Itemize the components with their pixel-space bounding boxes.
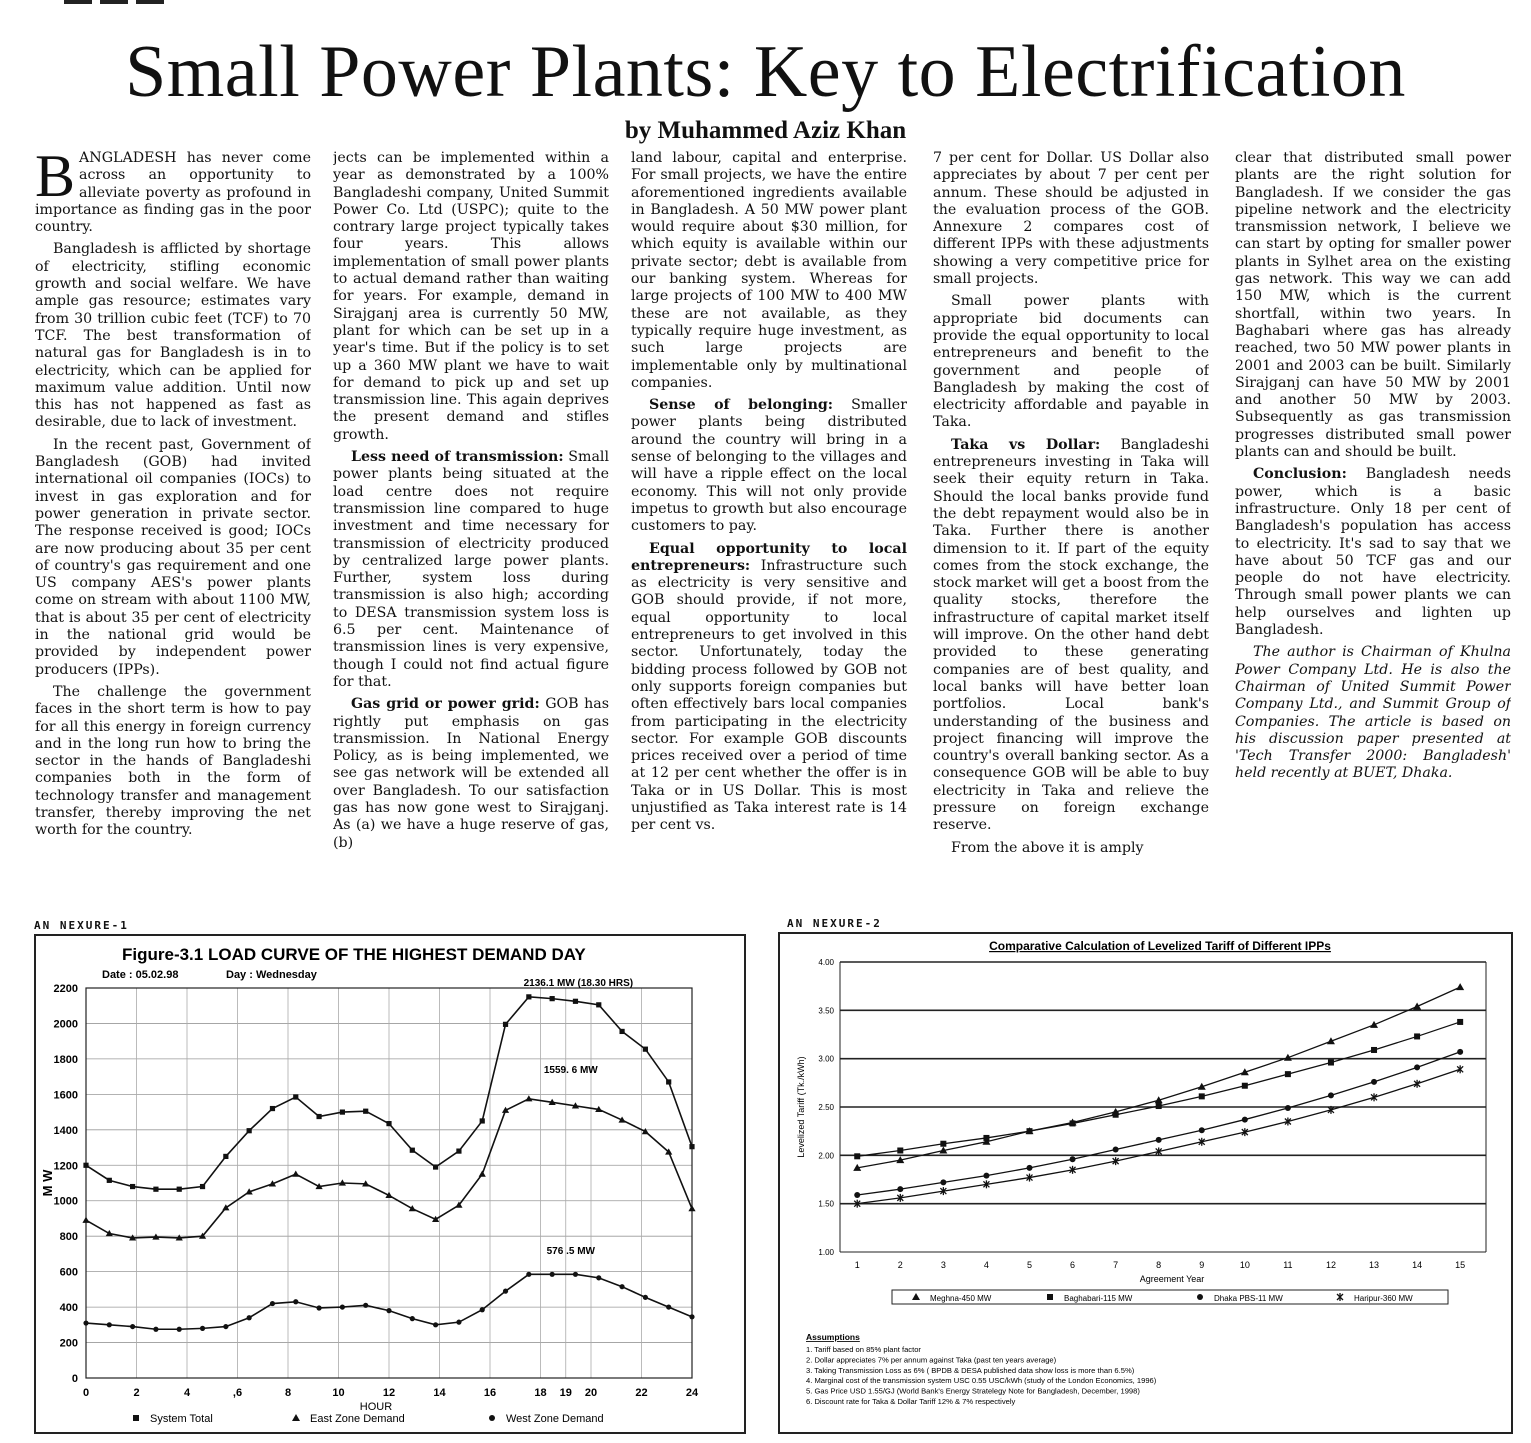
paragraph xyxy=(933,840,1209,857)
paragraph-text: Smaller power plants being distributed around the country will bring in a sense of belonging to the villages and will have a ripple effect on the local economy. This will not only provide impetus to growth but also encourage customers to pay. xyxy=(631,397,907,535)
x-tick-label: 4 xyxy=(983,1260,989,1270)
assumption-item: 6. Discount rate for Taka & Dollar Tariff 12% & 7% respectively xyxy=(806,1397,1016,1406)
data-point xyxy=(503,1289,508,1294)
data-point xyxy=(1328,1092,1334,1098)
x-tick-label: 10 xyxy=(1239,1260,1250,1270)
subheading: Taka vs Dollar: xyxy=(951,436,1101,453)
paragraph xyxy=(631,397,907,535)
data-point xyxy=(940,1141,946,1147)
data-point xyxy=(1113,1147,1119,1153)
paragraph xyxy=(333,449,609,691)
paragraph xyxy=(35,241,311,431)
legend-label: West Zone Demand xyxy=(506,1413,604,1425)
paragraph xyxy=(333,696,609,852)
data-point xyxy=(363,1303,368,1308)
y-tick-label: 3.00 xyxy=(818,1054,834,1064)
data-point xyxy=(247,1315,252,1320)
paragraph-text: jects can be implemented within a year as demonstrated by a 100% Bangladeshi company, United Summit Power Co. Ltd (USPC); quite to the contrary large project typically takes four years. This allows implementation of small power plants to actual demand rather than waiting for years. For example, demand in Sirajganj area is currently 50 MW, plant for which can be set up in a year's time. But if the policy is to set up a 360 MW plant we have to wait for demand to pick up and set up transmission line. This again deprives the present demand and stifles growth. xyxy=(333,150,609,443)
y-tick-label: 800 xyxy=(59,1231,78,1244)
y-tick-label: 4.00 xyxy=(818,958,834,967)
assumption-item: 1. Tariff based on 85% plant factor xyxy=(806,1345,921,1354)
data-point xyxy=(666,1079,671,1084)
data-point xyxy=(1070,1156,1076,1162)
article-column-4 xyxy=(933,150,1209,895)
y-tick-label: 1400 xyxy=(53,1124,78,1137)
data-point xyxy=(316,1305,321,1310)
legend-marker xyxy=(1047,1294,1053,1300)
data-point xyxy=(688,1205,695,1211)
x-tick-label: 1 xyxy=(854,1260,860,1270)
data-point xyxy=(525,1095,532,1101)
data-point xyxy=(1199,1127,1205,1133)
data-point xyxy=(1285,1105,1291,1111)
data-point xyxy=(107,1178,112,1183)
data-point xyxy=(1285,1071,1291,1077)
x-tick-label: 13 xyxy=(1369,1260,1380,1270)
paragraph xyxy=(35,150,311,236)
paragraph-text: From the above it is amply xyxy=(951,839,1144,856)
x-tick-label: 2 xyxy=(133,1387,140,1399)
legend-marker xyxy=(912,1293,920,1300)
data-point xyxy=(177,1327,182,1332)
legend-label: Dhaka PBS-11 MW xyxy=(1214,1294,1283,1303)
assumption-item: 5. Gas Price USD 1.55/GJ (World Bank's Energy Stratelegy Note for Bangladesh, December, 1998) xyxy=(806,1386,1140,1396)
data-point xyxy=(526,994,531,999)
x-tick-label: 22 xyxy=(635,1387,648,1399)
data-point xyxy=(1457,1065,1463,1073)
annexure-1-label: AN NEXURE-1 xyxy=(34,919,129,932)
data-point xyxy=(293,1299,298,1304)
y-tick-label: 2.50 xyxy=(818,1103,834,1112)
data-point xyxy=(526,1272,531,1277)
data-point xyxy=(340,1304,345,1309)
data-point xyxy=(854,1153,860,1159)
legend-marker xyxy=(489,1415,495,1421)
top-rule-mark xyxy=(136,0,164,4)
data-point xyxy=(177,1187,182,1192)
data-point xyxy=(456,1148,461,1153)
legend-label: Baghabari-115 MW xyxy=(1064,1294,1133,1303)
data-point xyxy=(1070,1120,1076,1126)
data-point xyxy=(82,1217,89,1223)
x-axis-label: HOUR xyxy=(359,1401,393,1413)
data-point xyxy=(503,1022,508,1027)
legend-label: Haripur-360 MW xyxy=(1354,1294,1413,1303)
data-point xyxy=(200,1326,205,1331)
x-tick-label: 7 xyxy=(1113,1260,1119,1270)
legend-marker xyxy=(1337,1293,1343,1301)
x-tick-label: 15 xyxy=(1455,1260,1466,1270)
data-point xyxy=(573,999,578,1004)
chart-title: Figure-3.1 LOAD CURVE OF THE HIGHEST DEMAND DAY xyxy=(122,945,586,964)
y-tick-label: 1800 xyxy=(53,1053,78,1066)
paragraph-text: clear that distributed small power plants are the right solution for Bangladesh. If we consider the gas pipeline network and the electricity transmission network, I believe we can start by opting for smaller power plants in Sylhet area on the existing gas network. This way we can add 150 MW, which is the current shortfall, within two years. In Baghabari where gas has already reached, two 50 MW power plants in 2001 and 2003 can be built. Similarly Sirajganj can have 50 MW by 2001 and another 50 MW by 2003. Subsequently as gas transmission progresses distributed small power plants can and should be built. xyxy=(1235,150,1511,461)
data-point xyxy=(410,1316,415,1321)
data-point xyxy=(1328,1060,1334,1066)
data-point xyxy=(340,1109,345,1114)
data-point xyxy=(106,1230,113,1236)
paragraph xyxy=(631,541,907,835)
data-point xyxy=(1242,1083,1248,1089)
subheading: Sense of belonging: xyxy=(649,397,834,414)
y-tick-label: 200 xyxy=(59,1337,78,1350)
x-tick-label: 18 xyxy=(534,1387,547,1399)
data-point xyxy=(292,1171,299,1177)
paragraph-text: GOB has rightly put emphasis on gas transmission. In National Energy Policy, as is being implemented, we see gas network will be extended all over Bangladesh. To our satisfaction gas has now gone west to Sirajganj. As (a) we have a huge reserve of gas, (b) xyxy=(333,696,609,851)
data-point xyxy=(456,1320,461,1325)
data-point xyxy=(480,1307,485,1312)
data-point xyxy=(83,1320,88,1325)
y-tick-label: 2000 xyxy=(53,1018,78,1031)
subheading: Less need of transmission: xyxy=(351,449,564,466)
assumption-item: 3. Taking Transmission Loss as 6% ( BPDB & DESA published data show loss is more than 6.5%) xyxy=(806,1365,1135,1375)
assumption-item: 2. Dollar appreciates 7% per annum against Taka (past ten years average) xyxy=(806,1355,1057,1365)
data-point xyxy=(1413,1002,1421,1009)
paragraph xyxy=(333,150,609,444)
x-tick-label: 8 xyxy=(284,1387,292,1399)
legend-marker xyxy=(1197,1294,1203,1300)
x-tick-label: 3 xyxy=(940,1260,946,1270)
assumption-item: 4. Marginal cost of the transmission system USC 0.55 USC/kWh (study of the London Economics, 1996) xyxy=(806,1376,1157,1386)
data-point xyxy=(433,1322,438,1327)
chart-title: Comparative Calculation of Levelized Tariff of Different IPPs xyxy=(989,939,1331,953)
x-tick-label: 4 xyxy=(183,1387,191,1399)
annexure-2-label: AN NEXURE-2 xyxy=(787,917,882,930)
data-point xyxy=(573,1272,578,1277)
data-point xyxy=(689,1314,694,1319)
data-point xyxy=(153,1187,158,1192)
levelized-tariff-figure xyxy=(778,932,1513,1434)
x-tick-label: 8 xyxy=(1156,1260,1162,1270)
data-point xyxy=(940,1179,946,1185)
levelized-tariff-chart xyxy=(780,934,1511,1432)
data-point xyxy=(1242,1117,1248,1123)
data-point xyxy=(1113,1112,1119,1118)
x-tick-label: 16 xyxy=(483,1387,497,1399)
data-point xyxy=(433,1164,438,1169)
x-tick-label: 20 xyxy=(584,1387,598,1399)
data-point xyxy=(1414,1064,1420,1070)
data-point xyxy=(1456,983,1464,990)
data-point xyxy=(1156,1103,1162,1109)
subheading: Equal opportunity to local entrepreneurs: xyxy=(631,540,907,574)
paragraph xyxy=(933,293,1209,431)
byline: by Muhammed Aziz Khan xyxy=(624,117,907,144)
y-tick-label: 1.50 xyxy=(818,1199,834,1209)
data-point xyxy=(983,1173,989,1179)
paragraph-text: 7 per cent for Dollar. US Dollar also appreciates by about 7 per cent per annum. These should be adjusted in the evaluation process of the GOB. Annexure 2 compares cost of different IPPs with these adjustments showing a very competitive price for small projects. xyxy=(933,150,1209,288)
data-point xyxy=(386,1121,391,1126)
x-tick-label: ,6 xyxy=(232,1387,243,1399)
legend-label: System Total xyxy=(150,1413,213,1425)
x-tick-label: 14 xyxy=(433,1387,446,1399)
data-point xyxy=(619,1029,624,1034)
paragraph xyxy=(933,437,1209,835)
data-point xyxy=(153,1327,158,1332)
data-point xyxy=(550,1272,555,1277)
data-point xyxy=(550,996,555,1001)
data-point xyxy=(596,1002,601,1007)
drop-cap: B xyxy=(35,150,76,209)
data-point xyxy=(223,1154,228,1159)
x-tick-label: 6 xyxy=(1070,1260,1076,1270)
legend-label: Meghna-450 MW xyxy=(930,1294,992,1303)
data-point xyxy=(1371,1047,1377,1053)
data-point xyxy=(643,1047,648,1052)
data-point xyxy=(316,1114,321,1119)
chart-day: Day : Wednesday xyxy=(226,969,317,981)
y-tick-label: 1600 xyxy=(53,1089,78,1102)
x-tick-label: 19 xyxy=(559,1387,572,1399)
chart-annotation: 1559. 6 MW xyxy=(543,1065,598,1077)
y-tick-label: 400 xyxy=(59,1302,78,1315)
subheading: Conclusion: xyxy=(1253,466,1347,483)
paragraph-text: The author is Chairman of Khulna Power Company Ltd. He is also the Chairman of United Summit Power Company Ltd., and Summit Group of Companies. The article is based on his discussion paper presented at 'Tech Transfer 2000: Bangladesh' held recently at BUET, Dhaka. xyxy=(1235,644,1511,782)
chart-date: Date : 05.02.98 xyxy=(102,969,179,981)
assumptions-title: Assumptions xyxy=(806,1332,860,1342)
paragraph xyxy=(35,437,311,679)
legend-label: East Zone Demand xyxy=(310,1413,405,1425)
paragraph xyxy=(1235,150,1511,461)
x-tick-label: 24 xyxy=(685,1387,699,1399)
data-point xyxy=(1414,1033,1420,1039)
top-rule xyxy=(0,0,1531,4)
data-point xyxy=(247,1128,252,1133)
legend-marker xyxy=(133,1415,139,1421)
x-tick-label: 0 xyxy=(82,1387,90,1399)
data-point xyxy=(1371,1079,1377,1085)
x-tick-label: 2 xyxy=(897,1260,903,1270)
data-point xyxy=(1156,1137,1162,1143)
paragraph-text: land labour, capital and enterprise. For small projects, we have the entire aforementioned ingredients available in Bangladesh. A 50 MW power plant would require about $30 million, for which equity is available within our private sector; debt is available from our banking system. Whereas for large projects of 100 MW to 400 MW these are not available, as they typically require huge investment, as such large projects are implementable only by multinational companies. xyxy=(631,150,907,391)
data-point xyxy=(1457,1019,1463,1025)
y-tick-label: 3.50 xyxy=(818,1006,834,1016)
paragraph xyxy=(1235,644,1511,782)
data-point xyxy=(386,1308,391,1313)
load-curve-figure xyxy=(34,934,746,1434)
x-tick-label: 5 xyxy=(1026,1260,1033,1270)
data-point xyxy=(223,1324,228,1329)
data-point xyxy=(480,1118,485,1123)
data-point xyxy=(479,1171,486,1177)
paragraph-text: Small power plants being situated at the load centre does not require transmission line compared to huge investment and time necessary for transmission of electricity produced by centralized large power plants. Further, system loss during transmission is also high; according to DESA transmission system loss is 6.5 per cent. Maintenance of transmission lines is very expensive, though I could not find actual figure for that. xyxy=(333,449,609,690)
top-rule-mark xyxy=(100,0,128,4)
x-axis-label: Agreement Year xyxy=(1139,1274,1205,1284)
chart-annotation: 2136.1 MW (18.30 HRS) xyxy=(523,978,634,990)
data-point xyxy=(854,1192,860,1198)
data-point xyxy=(363,1109,368,1114)
data-point xyxy=(107,1322,112,1327)
y-axis-label: M W xyxy=(40,1169,55,1197)
article-column-1 xyxy=(35,150,311,895)
paragraph-text: The challenge the government faces in the short term is how to pay for all this energy in foreign currency and in the long run how to bring the sector in the hands of Bangladeshi companies both in the form of technology transfer and management transfer, thereby improving the net worth for the country. xyxy=(35,683,311,839)
y-tick-label: 600 xyxy=(59,1266,78,1279)
data-point xyxy=(410,1148,415,1153)
y-tick-label: 1000 xyxy=(53,1195,78,1208)
legend-marker xyxy=(292,1414,300,1421)
paragraph-text: Bangladeshi entrepreneurs investing in Taka will seek their equity return in Taka. Should the local banks provide fund the debt repayment would also be in Taka. Further there is another dimension to it. If part of the equity comes from the stock exchange, the stock market will get a boost from the quality stocks, therefore the infrastructure of capital market itself will improve. On the other hand debt provided to these generating companies are of best quality, and local banks will have better loan portfolios. Local bank's understanding of the business and project financing will improve the country's overall banking sector. As a consequence GOB will be able to buy electricity in Taka and relieve the pressure on foreign exchange reserve. xyxy=(933,436,1209,834)
article-body xyxy=(35,150,1515,895)
data-point xyxy=(1457,1049,1463,1055)
article-column-3 xyxy=(631,150,907,895)
data-point xyxy=(666,1304,671,1309)
data-point xyxy=(83,1163,88,1168)
paragraph-text: In the recent past, Government of Bangladesh (GOB) had invited international oil companies (IOCs) to invest in gas exploration and for power generation in private sector. The response received is good; IOCs are now producing about 35 per cent of country's gas requirement and one US company AES's power plants come on stream with about 1100 MW, that is about 35 per cent of electricity in the national grid would be provided by independent power producers (IPPs). xyxy=(35,436,311,678)
y-tick-label: 2200 xyxy=(53,983,78,995)
data-point xyxy=(897,1186,903,1192)
article-column-2 xyxy=(333,150,609,895)
x-tick-label: 14 xyxy=(1412,1260,1423,1270)
x-tick-label: 12 xyxy=(382,1387,396,1399)
data-point xyxy=(270,1106,275,1111)
data-point xyxy=(897,1148,903,1154)
load-curve-chart xyxy=(36,936,744,1432)
series-line xyxy=(857,1022,1460,1156)
data-point xyxy=(409,1205,416,1211)
top-rule-mark xyxy=(64,0,92,4)
x-tick-label: 10 xyxy=(332,1387,345,1399)
data-point xyxy=(619,1284,624,1289)
paragraph xyxy=(1235,466,1511,639)
data-point xyxy=(983,1135,989,1141)
series-line xyxy=(857,1069,1460,1203)
paragraph-text: Infrastructure such as electricity is very sensitive and GOB should provide, if not more, equal opportunity to local entrepreneurs to get involved in this sector. Unfortunately, today the bidding process followed by GOB not only supports foreign companies but often effectively bars local companies from participating in the electricity sector. For example GOB discounts prices received over a period of time at 12 per cent whether the offer is in Taka or in US Dollar. This is most unjustified as Taka interest rate is 14 per cent vs. xyxy=(631,557,907,834)
data-point xyxy=(293,1094,298,1099)
data-point xyxy=(130,1184,135,1189)
paragraph-text: Bangladesh needs power, which is a basic infrastructure. Only 18 per cent of Bangladesh's population has access to electricity. It's sad to say that we have about 50 TCF gas and our people do not have electricity. Through small power plants we can help ourselves and lighten up Bangladesh. xyxy=(1235,466,1511,639)
x-tick-label: 9 xyxy=(1199,1260,1205,1270)
data-point xyxy=(596,1275,601,1280)
x-tick-label: 11 xyxy=(1283,1260,1293,1270)
paragraph xyxy=(631,150,907,392)
data-point xyxy=(200,1184,205,1189)
paragraph-text: Small power plants with appropriate bid documents can provide the equal opportunity to local entrepreneurs and benefit to the government and people of Bangladesh by making the cost of electricity affordable and payable in Taka. xyxy=(933,293,1209,431)
article-column-5 xyxy=(1235,150,1511,895)
paragraph xyxy=(35,684,311,840)
paragraph-text: ANGLADESH has never come across an opportunity to alleviate poverty as profound in importance as finding gas in the poor country. xyxy=(35,150,311,236)
y-tick-label: 0 xyxy=(71,1373,78,1385)
y-tick-label: 2.00 xyxy=(818,1151,834,1161)
x-tick-label: 12 xyxy=(1325,1260,1336,1270)
data-point xyxy=(643,1295,648,1300)
subheading: Gas grid or power grid: xyxy=(351,696,540,713)
data-point xyxy=(270,1301,275,1306)
paragraph-text: Bangladesh is afflicted by shortage of electricity, stifling economic growth and social welfare. We have ample gas resource; estimates vary from 30 trillion cubic feet (TCF) to 70 TCF. The best transformation of natural gas for Bangladesh is in to electricity, which can be applied for maximum value addition. Until now this has not happened as fast as desirable, due to lack of investment. xyxy=(35,241,311,431)
data-point xyxy=(1026,1165,1032,1171)
data-point xyxy=(130,1324,135,1329)
chart-annotation: 576 .5 MW xyxy=(546,1245,595,1257)
series-line xyxy=(857,1052,1460,1195)
data-point xyxy=(1026,1128,1032,1134)
data-point xyxy=(1199,1093,1205,1099)
y-tick-label: 1.00 xyxy=(818,1248,834,1257)
y-tick-label: 1200 xyxy=(53,1160,78,1173)
data-point xyxy=(689,1144,694,1149)
page-title: Small Power Plants: Key to Electrification xyxy=(125,31,1406,113)
paragraph xyxy=(933,150,1209,288)
y-axis-label: Levelized Tariff (Tk./kWh) xyxy=(796,1056,806,1158)
